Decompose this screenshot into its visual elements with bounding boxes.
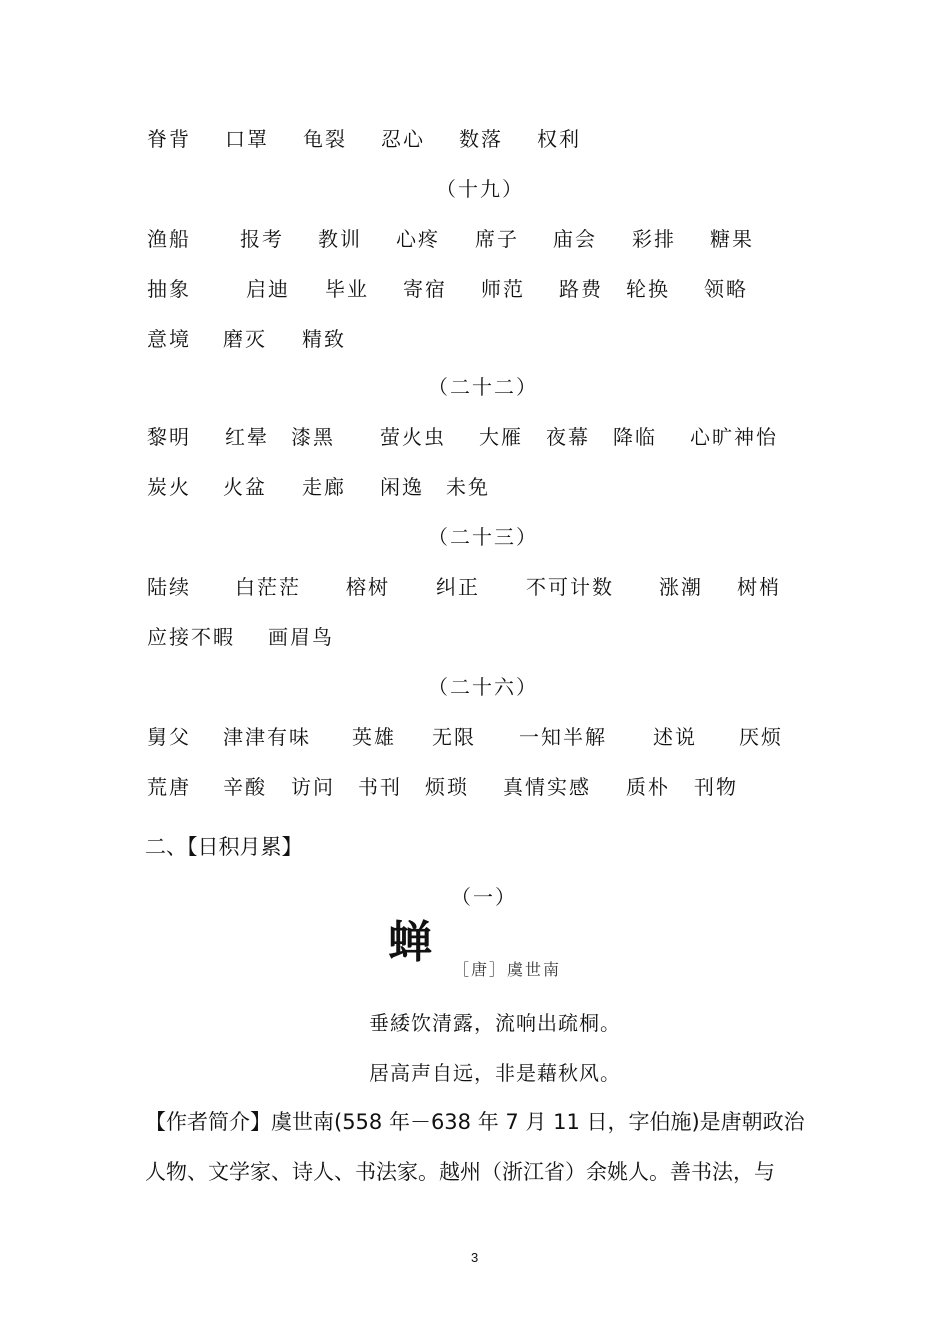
vocab-word: 轮换 — [626, 277, 670, 301]
vocab-word: 漆黑 — [291, 425, 335, 449]
vocab-word: 夜幕 — [546, 425, 590, 449]
vocab-word: 庙会 — [553, 227, 597, 251]
vocab-word: 忍心 — [381, 127, 425, 151]
vocab-word: 口罩 — [225, 127, 269, 151]
vocab-word: 闲逸 — [380, 475, 424, 499]
vocab-word: 领略 — [704, 277, 748, 301]
vocab-word: 访问 — [291, 775, 335, 799]
vocab-word: 报考 — [240, 227, 284, 251]
vocab-word: 舅父 — [147, 725, 191, 749]
vocab-word: 涨潮 — [659, 575, 703, 599]
vocab-word: 陆续 — [147, 575, 191, 599]
vocab-word: 树梢 — [737, 575, 781, 599]
vocab-word: 英雄 — [352, 725, 396, 749]
vocab-word: 辛酸 — [223, 775, 267, 799]
author-intro-line: 【作者简介】虞世南(558 年－638 年 7 月 11 日，字伯施)是唐朝政治 — [145, 1110, 805, 1134]
vocab-word: 烦琐 — [425, 775, 469, 799]
vocab-word: 黎明 — [147, 425, 191, 449]
vocab-word: 龟裂 — [303, 127, 347, 151]
vocab-word: 画眉鸟 — [268, 625, 334, 649]
vocab-word: 教训 — [318, 227, 362, 251]
vocab-word: 心旷神怡 — [690, 425, 778, 449]
vocab-word: 数落 — [459, 127, 503, 151]
vocab-word: 寄宿 — [403, 277, 447, 301]
vocab-word: 书刊 — [358, 775, 402, 799]
lesson-heading: （十九） — [436, 177, 524, 201]
vocab-word: 白茫茫 — [235, 575, 301, 599]
poem-line: 居高声自远，非是藉秋风。 — [369, 1061, 621, 1085]
vocab-word: 大雁 — [479, 425, 523, 449]
vocab-word: 走廊 — [302, 475, 346, 499]
author-intro-line: 人物、文学家、诗人、书法家。越州（浙江省）余姚人。善书法，与 — [145, 1160, 775, 1184]
vocab-word: 精致 — [302, 327, 346, 351]
vocab-word: 应接不暇 — [147, 625, 235, 649]
vocab-word: 厌烦 — [739, 725, 783, 749]
lesson-heading: （二十六） — [428, 675, 538, 699]
vocab-word: 刊物 — [694, 775, 738, 799]
vocab-word: 脊背 — [147, 127, 191, 151]
poem-title: 蝉 — [388, 917, 432, 968]
poem-number: （一） — [451, 885, 517, 909]
lesson-heading: （二十二） — [428, 375, 538, 399]
vocab-word: 荒唐 — [147, 775, 191, 799]
vocab-word: 彩排 — [632, 227, 676, 251]
vocab-word: 述说 — [653, 725, 697, 749]
vocab-word: 炭火 — [147, 475, 191, 499]
poem-line: 垂緌饮清露，流响出疏桐。 — [369, 1011, 621, 1035]
lesson-heading: （二十三） — [428, 525, 538, 549]
vocab-word: 质朴 — [626, 775, 670, 799]
vocab-word: 红晕 — [225, 425, 269, 449]
vocab-word: 抽象 — [147, 277, 191, 301]
vocab-word: 降临 — [613, 425, 657, 449]
vocab-word: 糖果 — [710, 227, 754, 251]
vocab-word: 师范 — [481, 277, 525, 301]
vocab-word: 萤火虫 — [380, 425, 446, 449]
vocab-word: 意境 — [147, 327, 191, 351]
vocab-word: 榕树 — [346, 575, 390, 599]
vocab-word: 不可计数 — [526, 575, 614, 599]
vocab-word: 无限 — [432, 725, 476, 749]
vocab-word: 津津有味 — [223, 725, 311, 749]
vocab-word: 纠正 — [436, 575, 480, 599]
vocab-word: 渔船 — [147, 227, 191, 251]
page-number: 3 — [471, 1250, 479, 1265]
vocab-word: 毕业 — [325, 277, 369, 301]
vocab-word: 启迪 — [246, 277, 290, 301]
poem-author: ［唐］虞世南 — [453, 960, 562, 979]
vocab-word: 心疼 — [396, 227, 440, 251]
vocab-word: 权利 — [537, 127, 581, 151]
section-heading: 二、【日积月累】 — [145, 835, 303, 859]
vocab-word: 未免 — [446, 475, 490, 499]
vocab-word: 路费 — [559, 277, 603, 301]
vocab-word: 真情实感 — [503, 775, 591, 799]
vocab-word: 磨灭 — [223, 327, 267, 351]
vocab-word: 席子 — [475, 227, 519, 251]
vocab-word: 火盆 — [223, 475, 267, 499]
vocab-word: 一知半解 — [519, 725, 607, 749]
